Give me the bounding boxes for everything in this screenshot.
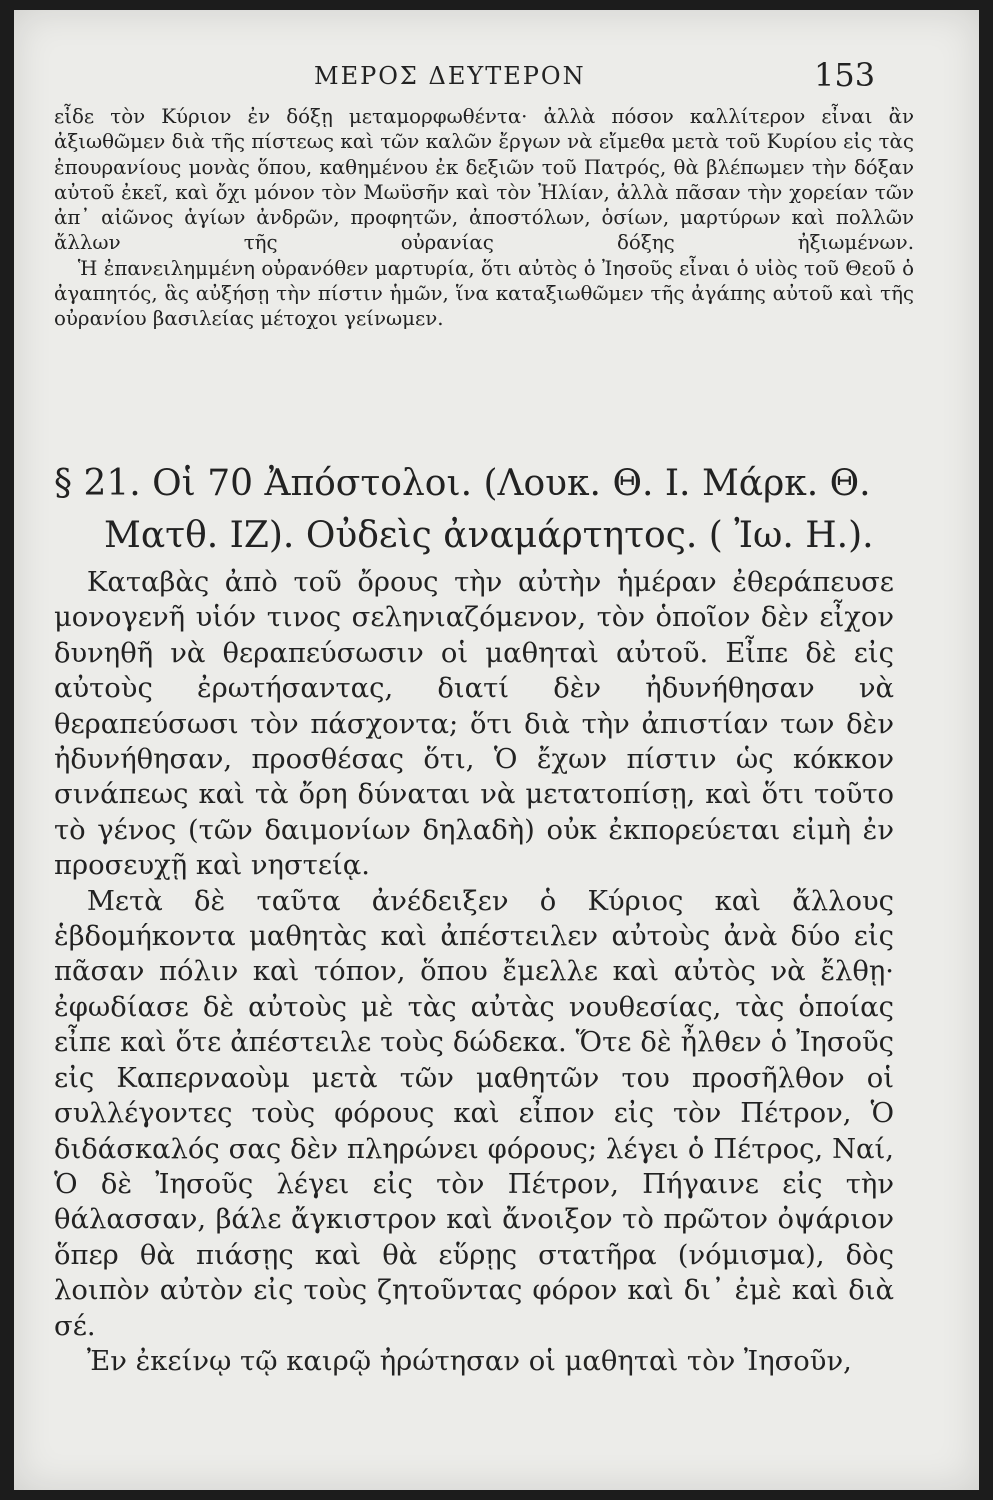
main-text-block <box>54 565 894 1379</box>
paragraph: Ἡ ἐπανειλημμένη οὐρανόθεν μαρτυρία, ὅτι αὐτὸς ὁ Ἰησοῦς εἶναι ὁ υἱὸς τοῦ Θεοῦ ὁ ἀγαπητός, ἃς αὐξήσῃ τὴν πίστιν ἡμῶν, ἵνα καταξιωθῶμεν τῆς ἀγάπης αὐτοῦ καὶ τῆς οὐρανίου βασιλείας μέτοχοι γείνωμεν. <box>54 256 914 331</box>
paragraph: Καταβὰς ἀπὸ τοῦ ὄρους τὴν αὐτὴν ἡμέραν ἐθεράπευσε μονογενῆ υἱόν τινος σεληνιαζόμενον, τὸν ὁποῖον δὲν εἶχον δυνηθῆ νὰ θεραπεύσωσιν οἱ μαθηταὶ αὐτοῦ. Εἶπε δὲ εἰς αὐτοὺς ἐρωτήσαντας, διατί δὲν ἠδυνήθησαν νὰ θεραπεύσωσι τὸν πάσχοντα; ὅτι διὰ τὴν ἀπιστίαν των δὲν ἠδυνήθησαν, προσθέσας ὅτι, Ὁ ἔχων πίστιν ὡς κόκκον σινάπεως καὶ τὰ ὄρη δύναται νὰ μετατοπίσῃ, καὶ ὅτι τοῦτο τὸ γένος (τῶν δαιμονίων δηλαδὴ) οὐκ ἐκπορεύεται εἰμὴ ἐν προσευχῇ καὶ νηστείᾳ. <box>54 567 894 882</box>
paragraph: εἶδε τὸν Κύριον ἐν δόξῃ μεταμορφωθέντα· ἀλλὰ πόσον καλλίτερον εἶναι ἂν ἀξιωθῶμεν διὰ τῆς πίστεως καὶ τῶν καλῶν ἔργων νὰ εἴμεθα μετὰ τοῦ Κυρίου εἰς τὰς ἐπουρανίους μονὰς ὅπου, καθημένου ἐκ δεξιῶν τοῦ Πατρός, θὰ βλέπωμεν τὴν δόξαν αὐτοῦ ἐκεῖ, καὶ ὄχι μόνον τὸν Μωϋσῆν καὶ τὸν Ἠλίαν, ἀλλὰ πᾶσαν τὴν χορείαν τῶν ἀπ᾽ αἰῶνος ἁγίων ἀνδρῶν, προφητῶν, ἀποστόλων, ὁσίων, μαρτύρων καὶ πολλῶν ἄλλων τῆς οὐρανίας δόξης ἠξιωμένων. <box>54 105 914 255</box>
page-number: 153 <box>814 56 876 94</box>
book-page <box>14 10 979 1490</box>
intro-text-block <box>54 104 914 332</box>
running-title: ΜΕΡΟΣ ΔΕΥΤΕΡΟΝ <box>314 62 586 90</box>
paragraph: Ἐν ἐκείνῳ τῷ καιρῷ ἠρώτησαν οἱ μαθηταὶ τὸν Ἰησοῦν, <box>86 1345 852 1377</box>
section-heading-line-1: § 21. Οἱ 70 Ἀπόστολοι. (Λουκ. Θ. Ι. Μάρκ. Θ. <box>54 463 871 504</box>
paragraph: Μετὰ δὲ ταῦτα ἀνέδειξεν ὁ Κύριος καὶ ἄλλους ἑβδομήκοντα μαθητὰς καὶ ἀπέστειλεν αὐτοὺς ἀνὰ δύο εἰς πᾶσαν πόλιν καὶ τόπον, ὅπου ἔμελλε καὶ αὐτὸς νὰ ἔλθῃ· ἐφωδίασε δὲ αὐτοὺς μὲ τὰς αὐτὰς νουθεσίας, τὰς ὁποίας εἶπε καὶ ὅτε ἀπέστειλε τοὺς δώδεκα. Ὅτε δὲ ἦλθεν ὁ Ἰησοῦς εἰς Καπερναοὺμ μετὰ τῶν μαθητῶν του προσῆλθον οἱ συλλέγοντες τοὺς φόρους καὶ εἶπον εἰς τὸν Πέτρον, Ὁ διδάσκαλός σας δὲν πληρώνει φόρους; λέγει ὁ Πέτρος, Ναί, Ὁ δὲ Ἰησοῦς λέγει εἰς τὸν Πέτρον, Πήγαινε εἰς τὴν θάλασσαν, βάλε ἄγκιστρον καὶ ἄνοιξον τὸ πρῶτον ὀψάριον ὅπερ θὰ πιάσῃς καὶ θὰ εὕρῃς στατῆρα (νόμισμα), δὸς λοιπὸν αὐτὸν εἰς τοὺς ζητοῦντας φόρον καὶ δι᾽ ἐμὲ καὶ διὰ σέ. <box>54 885 894 1342</box>
section-heading-line-2: Ματθ. ΙΖ). Οὐδεὶς ἀναμάρτητος. ( Ἰω. Η.). <box>104 515 874 556</box>
running-header <box>14 56 979 102</box>
section-heading <box>54 458 914 562</box>
